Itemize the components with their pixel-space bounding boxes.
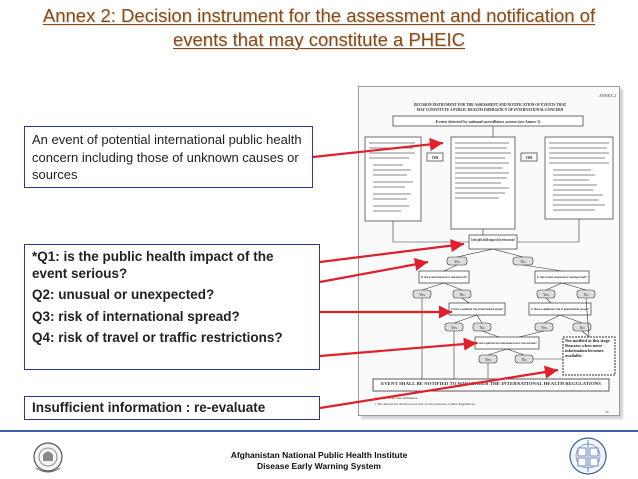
question-4-prefix: Q4: xyxy=(32,330,55,345)
event-callout-text: An event of potential international public health concern including those of unknown causes or sources xyxy=(32,132,302,182)
doc-yes-label-3: Yes xyxy=(542,292,550,297)
doc-unusual-question-2: Is the event unusual or unexpected? xyxy=(537,275,588,279)
doc-not-notified-text: Not notified at this stage. Reassess when more information becomes available. xyxy=(565,338,611,358)
footer-line-1: Afghanistan National Public Health Institute xyxy=(230,450,408,460)
doc-yes-label-4: Yes xyxy=(450,325,458,330)
doc-spread-question-1: Is there a significant risk of international spread? xyxy=(451,307,504,311)
doc-page-number: 43 xyxy=(605,410,609,414)
question-3-prefix: Q3: xyxy=(32,308,55,324)
slide-title-line2: events that may constitute a PHEIC xyxy=(172,29,466,50)
doc-yes-label-6: Yes xyxy=(484,357,492,362)
slide-title-line1: Annex 2: Decision instrument for the assessment and notification of xyxy=(42,5,596,26)
doc-annex-label: ANNEX 2 xyxy=(599,93,616,98)
footer-text xyxy=(0,450,638,472)
event-callout-box xyxy=(24,126,313,188)
doc-footnote-2: † The disease list shall be used only for the purposes of these Regulations. xyxy=(375,402,476,406)
reevaluate-callout-box xyxy=(24,396,320,420)
doc-col-left-box xyxy=(365,137,421,221)
question-3 xyxy=(32,309,312,326)
doc-notify-label: EVENT SHALL BE NOTIFIED TO WHO UNDER THE INTERNATIONAL HEALTH REGULATIONS xyxy=(381,382,601,386)
question-1 xyxy=(32,249,312,282)
flowchart-diagram xyxy=(359,87,620,416)
doc-no-label-3: No xyxy=(583,292,589,297)
question-2-text: unusual or unexpected? xyxy=(54,287,215,302)
doc-heading-1: DECISION INSTRUMENT FOR THE ASSESSMENT AND NOTIFICATION OF EVENTS THAT xyxy=(413,103,567,107)
questions-callout-box xyxy=(24,244,320,370)
slide-title xyxy=(18,4,620,52)
doc-spread-question-2: Is there a significant risk of international spread? xyxy=(531,307,590,311)
doc-impact-question: Is the public health impact of the event serious? xyxy=(471,238,516,242)
doc-col-right-box xyxy=(545,137,613,219)
doc-no-label-1: No xyxy=(520,259,526,264)
doc-yes-label-5: Yes xyxy=(540,325,548,330)
question-2 xyxy=(32,287,312,304)
doc-no-label-5: No xyxy=(579,325,585,330)
question-1-text: is the public health impact of the event serious? xyxy=(32,249,274,281)
question-2-prefix: Q2: xyxy=(32,287,55,302)
question-1-prefix: *Q1: xyxy=(32,249,60,264)
question-4-text: risk of travel or traffic restrictions? xyxy=(54,330,283,345)
doc-detected-label: Events detected by national surveillance system (see Annex 1) xyxy=(435,119,541,124)
doc-yes-label-2: Yes xyxy=(418,292,426,297)
doc-no-label-4: No xyxy=(479,325,485,330)
doc-unusual-question-1: Is the event unusual or unexpected? xyxy=(421,275,468,279)
doc-footnote-1: * As per WHO case definitions. xyxy=(375,396,419,400)
footer-line-2: Disease Early Warning System xyxy=(257,461,381,471)
doc-no-label-2: No xyxy=(459,292,465,297)
reevaluate-callout-text: Insufficient information : re-evaluate xyxy=(32,400,266,415)
doc-restrictions-question: Is there a significant risk of international travel or trade restrictions? xyxy=(477,341,538,345)
anphi-logo-icon xyxy=(565,436,611,476)
doc-no-label-6: No xyxy=(521,357,527,362)
doc-or-label-2: OR xyxy=(525,155,533,160)
question-3-text: risk of international spread? xyxy=(54,308,240,324)
doc-or-label-1: OR xyxy=(431,155,439,160)
doc-heading-2: MAY CONSTITUTE A PUBLIC HEALTH EMERGENCY OF INTERNATIONAL CONCERN xyxy=(416,108,564,112)
annex-document-thumbnail xyxy=(358,86,620,416)
doc-yes-label-1: Yes xyxy=(453,259,461,264)
question-4 xyxy=(32,330,312,347)
